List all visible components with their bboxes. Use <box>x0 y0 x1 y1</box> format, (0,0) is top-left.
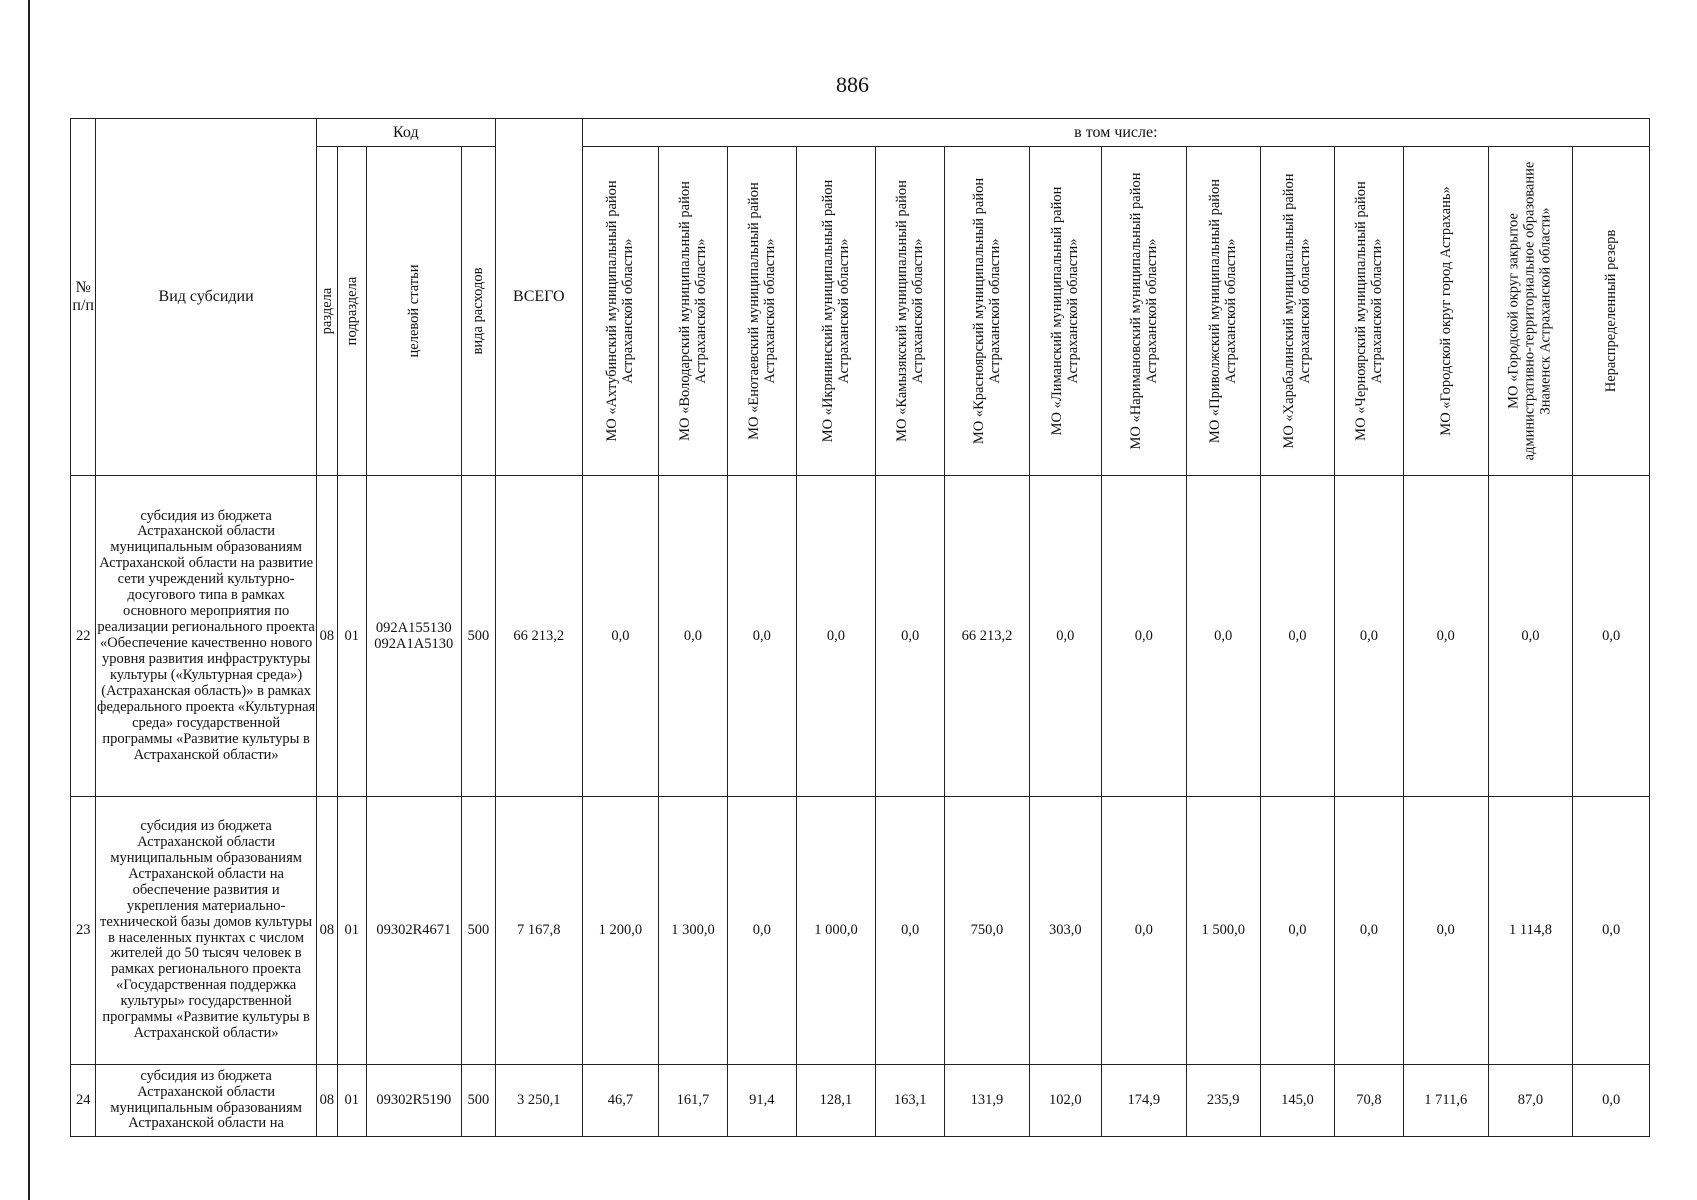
row-description: субсидия из бюджета Астраханской области муниципальным образованиям Астраханской области на обеспечение развития и укрепления материально-технической базы домов культуры в населенных пунктах с числом жителей до 50 тысяч человек в рамках регионального проекта «Государственная поддержка культуры» государственной программы «Развитие культуры в Астраханской области» <box>96 797 316 1065</box>
row-target: 09302R4671 <box>366 797 461 1065</box>
header-mo-narimanovsky: МО «Наримановский муниципальный район Астраханской области» <box>1101 147 1186 476</box>
row-value: 0,0 <box>727 797 796 1065</box>
header-razdel: раздела <box>316 147 337 476</box>
row-value: 131,9 <box>945 1065 1030 1137</box>
row-value: 0,0 <box>876 797 945 1065</box>
row-value: 0,0 <box>796 476 875 797</box>
row-value: 0,0 <box>1334 476 1403 797</box>
row-value: 0,0 <box>1573 476 1650 797</box>
row-value: 1 000,0 <box>796 797 875 1065</box>
row-value: 0,0 <box>1334 797 1403 1065</box>
row-value: 0,0 <box>1403 797 1488 1065</box>
row-value: 303,0 <box>1029 797 1101 1065</box>
header-including: в том числе: <box>582 119 1649 147</box>
row-value: 0,0 <box>1260 797 1334 1065</box>
table-row <box>71 797 1650 1065</box>
row-num: 23 <box>71 797 96 1065</box>
header-mo-limansky: МО «Лиманский муниципальный район Астраханской области» <box>1029 147 1101 476</box>
table-row <box>71 476 1650 797</box>
row-expense: 500 <box>461 476 495 797</box>
row-value: 1 300,0 <box>659 797 728 1065</box>
header-mo-akhtubinsky: МО «Ахтубинский муниципальный район Астраханской области» <box>582 147 658 476</box>
header-num: № п/п <box>71 119 96 476</box>
row-total: 7 167,8 <box>495 797 582 1065</box>
row-target: 092A155130 092A1A5130 <box>366 476 461 797</box>
row-value: 145,0 <box>1260 1065 1334 1137</box>
row-value: 750,0 <box>945 797 1030 1065</box>
margin-line <box>28 0 30 1200</box>
row-value: 102,0 <box>1029 1065 1101 1137</box>
row-podrazdel: 01 <box>338 1065 367 1137</box>
row-value: 0,0 <box>876 476 945 797</box>
row-target: 09302R5190 <box>366 1065 461 1137</box>
row-expense: 500 <box>461 1065 495 1137</box>
row-num: 22 <box>71 476 96 797</box>
row-value: 0,0 <box>1186 476 1260 797</box>
header-subsidy-type: Вид субсидии <box>96 119 316 476</box>
table-row <box>71 1065 1650 1137</box>
header-mo-astrakhan: МО «Городской округ город Астрахань» <box>1403 147 1488 476</box>
row-value: 0,0 <box>1260 476 1334 797</box>
header-code: Код <box>316 119 495 147</box>
header-total: ВСЕГО <box>495 119 582 476</box>
row-total: 3 250,1 <box>495 1065 582 1137</box>
row-value: 163,1 <box>876 1065 945 1137</box>
row-podrazdel: 01 <box>338 476 367 797</box>
header-mo-chernoyarsky: МО «Черноярский муниципальный район Астраханской области» <box>1334 147 1403 476</box>
row-expense: 500 <box>461 797 495 1065</box>
row-razdel: 08 <box>316 797 337 1065</box>
header-mo-volodarsky: МО «Володарский муниципальный район Астраханской области» <box>659 147 728 476</box>
row-value: 0,0 <box>582 476 658 797</box>
header-mo-kamyzyaksky: МО «Камызякский муниципальный район Астраханской области» <box>876 147 945 476</box>
row-value: 0,0 <box>1573 1065 1650 1137</box>
row-value: 87,0 <box>1488 1065 1573 1137</box>
row-value: 161,7 <box>659 1065 728 1137</box>
row-description: субсидия из бюджета Астраханской области муниципальным образованиям Астраханской области на <box>96 1065 316 1137</box>
row-value: 0,0 <box>1403 476 1488 797</box>
row-value: 0,0 <box>1573 797 1650 1065</box>
row-num: 24 <box>71 1065 96 1137</box>
row-value: 0,0 <box>1029 476 1101 797</box>
row-value: 66 213,2 <box>945 476 1030 797</box>
header-mo-ikryaninsky: МО «Икрянинский муниципальный район Астраханской области» <box>796 147 875 476</box>
row-value: 0,0 <box>1101 476 1186 797</box>
row-total: 66 213,2 <box>495 476 582 797</box>
row-value: 235,9 <box>1186 1065 1260 1137</box>
row-value: 91,4 <box>727 1065 796 1137</box>
header-target: целевой статьи <box>366 147 461 476</box>
row-podrazdel: 01 <box>338 797 367 1065</box>
row-description: субсидия из бюджета Астраханской области муниципальным образованиям Астраханской области на развитие сети учреждений культурно-досугового типа в рамках основного мероприятия по реализации регионального проекта «Обеспечение качественно нового уровня развития инфраструктуры культуры («Культурная среда») (Астраханская область)» в рамках федерального проекта «Культурная среда» государственной программы «Развитие культуры в Астраханской области» <box>96 476 316 797</box>
subsidy-table <box>70 118 1650 1137</box>
row-value: 1 200,0 <box>582 797 658 1065</box>
page-number: 886 <box>836 72 869 97</box>
row-razdel: 08 <box>316 1065 337 1137</box>
row-value: 174,9 <box>1101 1065 1186 1137</box>
row-value: 1 114,8 <box>1488 797 1573 1065</box>
row-value: 1 711,6 <box>1403 1065 1488 1137</box>
row-value: 70,8 <box>1334 1065 1403 1137</box>
header-mo-krasnoyarsky: МО «Красноярский муниципальный район Астраханской области» <box>945 147 1030 476</box>
header-mo-znamensk: МО «Городской округ закрытое административно-территориальное образование Знаменск Астраханской области» <box>1488 147 1573 476</box>
row-value: 128,1 <box>796 1065 875 1137</box>
header-mo-enotaevsky: МО «Енотаевский муниципальный район Астраханской области» <box>727 147 796 476</box>
row-razdel: 08 <box>316 476 337 797</box>
row-value: 0,0 <box>1101 797 1186 1065</box>
row-value: 0,0 <box>659 476 728 797</box>
row-value: 1 500,0 <box>1186 797 1260 1065</box>
header-expense: вида расходов <box>461 147 495 476</box>
row-value: 46,7 <box>582 1065 658 1137</box>
header-reserve: Нераспределенный резерв <box>1573 147 1650 476</box>
header-podrazdel: подраздела <box>338 147 367 476</box>
header-mo-kharabalinsky: МО «Харабалинский муниципальный район Астраханской области» <box>1260 147 1334 476</box>
row-value: 0,0 <box>1488 476 1573 797</box>
row-value: 0,0 <box>727 476 796 797</box>
header-mo-privolzhsky: МО «Приволжский муниципальный район Астраханской области» <box>1186 147 1260 476</box>
